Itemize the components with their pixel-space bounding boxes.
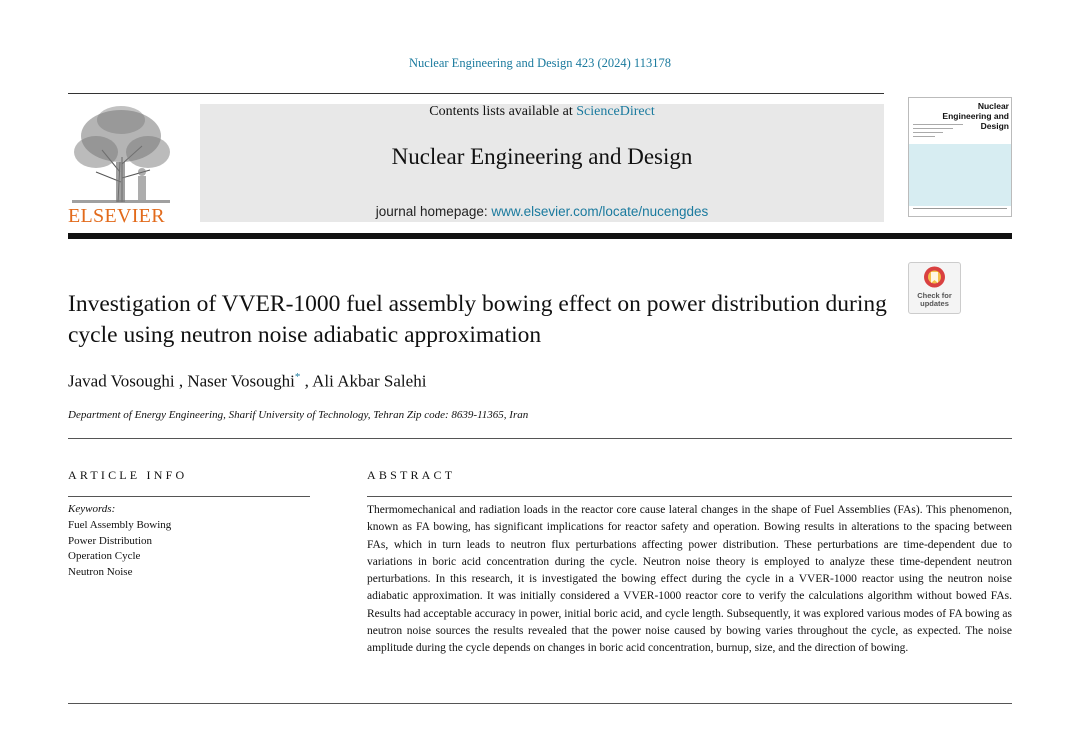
author-separator: , (300, 371, 313, 391)
keyword-item: Fuel Assembly Bowing (68, 519, 172, 531)
check-for-updates-button[interactable] (908, 262, 961, 314)
journal-title[interactable]: Nuclear Engineering and Design (391, 144, 693, 169)
author-name[interactable]: Ali Akbar Salehi (312, 371, 427, 391)
corresponding-author-mark[interactable]: * (294, 371, 301, 383)
bookmark-icon (923, 266, 946, 290)
homepage-link[interactable]: www.elsevier.com/locate/nucengdes (491, 204, 709, 219)
article-info-heading: ARTICLE INFO (68, 468, 188, 482)
article-info-rule (68, 496, 310, 497)
abstract-text: Thermomechanical and radiation loads in the reactor core cause lateral changes in the shape of Fuel Assemblies (FAs). This phenomenon, known as FA bowing, has significant implications for reactor safety and operation. Bowing results in alterations to the spacing between FAs, which in turn leads to neutron flux perturbations affecting power distribution. These perturbations are time-dependent due to variations in boric acid concentration during the cycle. Neutron noise theory is employed to analyze these time-dependent neutron perturbations. In this research, it is investigated the bowing effect during the cycle in a VVER-1000 reactor using the neutron noise adiabatic approximation. It was initially considered a VVER-1000 reactor core to verify the calculations algorithm without bowed FAs. Results had acceptable accuracy in power, initial boric acid, and cycle length. Subsequently, it was explored various modes of FA bowing as neutron noise sources the results revealed that the power noise caused by bowing varies throughout the cycle, as expected. The noise amplitude during the cycle depends on changes in boric acid concentration, burnup, size, and the direction of bowing. (367, 504, 1012, 655)
cover-blue-band (909, 144, 1011, 206)
cover-title: Nuclear Engineering and Design (942, 101, 1009, 131)
author-name[interactable]: Javad Vosoughi (68, 371, 175, 391)
cover-text-lines (913, 124, 983, 140)
journal-cover-thumbnail[interactable] (908, 97, 1012, 217)
homepage-prefix: journal homepage: (375, 204, 492, 219)
author-list (68, 371, 768, 392)
keyword-item: Power Distribution (68, 534, 153, 547)
journal-citation (0, 56, 1080, 71)
keyword-item: Operation Cycle (68, 550, 141, 562)
author-separator: , (174, 371, 188, 391)
check-for-updates-label: Check for updates (917, 291, 952, 308)
citation-link[interactable]: Nuclear Engineering and Design 423 (2024) 113178 (409, 56, 671, 70)
author-name[interactable]: Naser Vosoughi (187, 371, 295, 391)
header-rule (68, 93, 884, 94)
cover-footer-rule (913, 208, 1007, 209)
abstract-heading: ABSTRACT (367, 468, 456, 482)
contents-line (200, 104, 884, 120)
keywords-list (68, 518, 171, 580)
sciencedirect-link[interactable]: ScienceDirect (576, 104, 655, 119)
keyword-item: Neutron Noise (68, 565, 133, 578)
masthead-thick-rule (68, 233, 1012, 239)
author-affiliation: Department of Energy Engineering, Sharif University of Technology, Tehran Zip code: 8639-11365, Iran (68, 409, 529, 421)
contents-prefix: Contents lists available at (429, 104, 577, 119)
elsevier-wordmark[interactable]: ELSEVIER (68, 205, 165, 227)
article-title: Investigation of VVER-1000 fuel assembly bowing effect on power distribution during cycle using neutron noise adiabatic approximation (68, 291, 887, 348)
section-rule (68, 438, 1012, 439)
journal-homepage (200, 204, 884, 219)
abstract-rule (367, 496, 1012, 497)
bottom-rule (68, 703, 1012, 704)
keywords-label: Keywords: (68, 503, 116, 515)
